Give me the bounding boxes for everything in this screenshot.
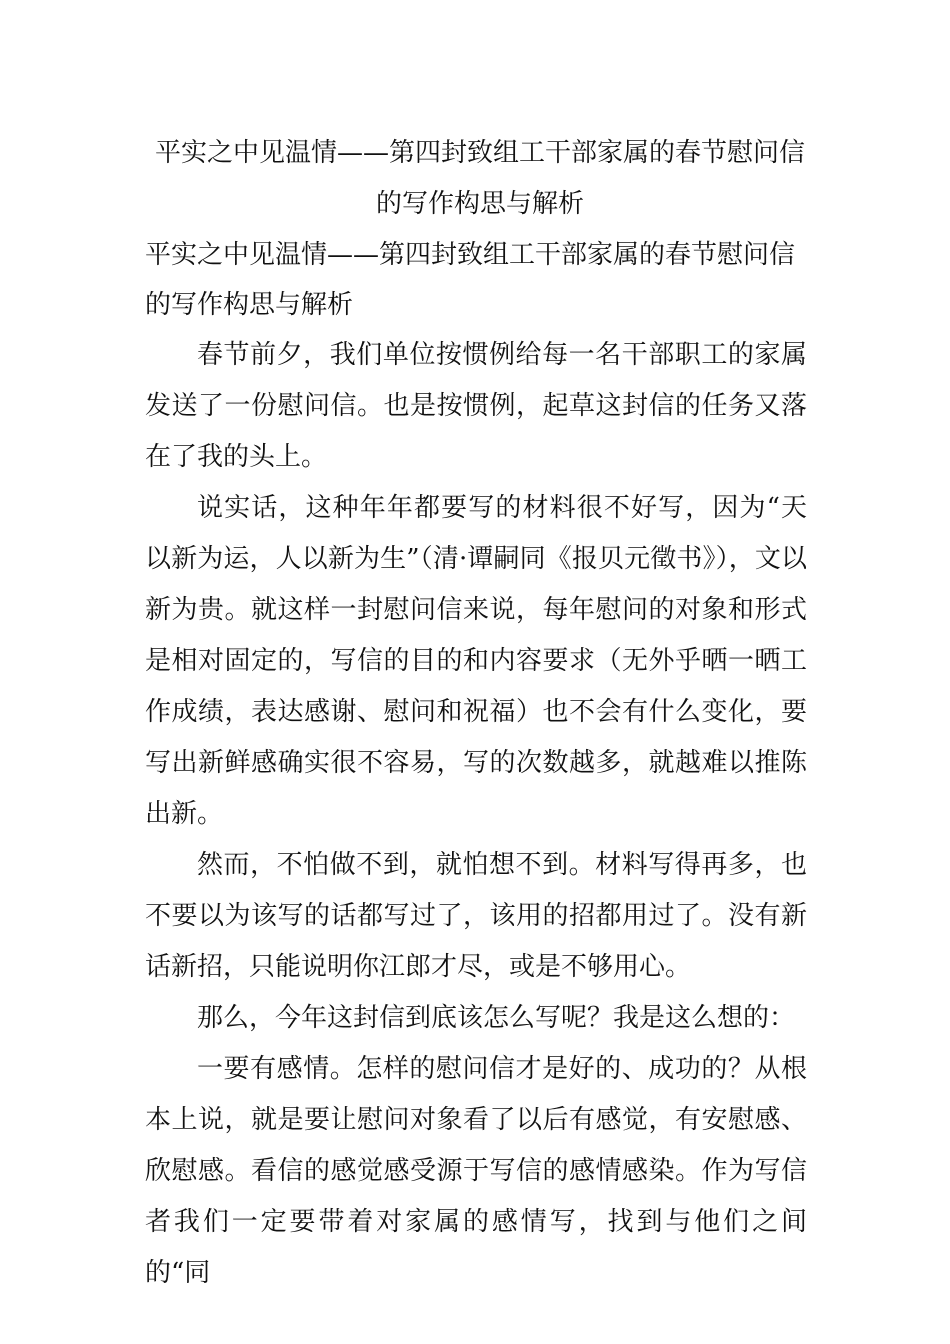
document-title: 平实之中见温情——第四封致组工干部家属的春节慰问信的写作构思与解析 (154, 138, 805, 219)
paragraph-5: 一要有感情。怎样的慰问信才是好的、成功的？从根本上说，就是要让慰问对象看了以后有感觉，有安慰感、欣慰感。看信的感觉感受源于写信的感情感染。作为写信者我们一定要带着对家属的感情写，找到与他们之间的“同 (145, 1054, 807, 1288)
paragraph-3: 然而，不怕做不到，就怕想不到。材料写得再多，也不要以为该写的话都写过了，该用的招都用过了。没有新话新招，只能说明你江郎才尽，或是不够用心。 (145, 850, 807, 982)
paragraph-2: 说实话，这种年年都要写的材料很不好写，因为“天以新为运，人以新为生”（清·谭嗣同《报贝元徵书》），文以新为贵。就这样一封慰问信来说，每年慰问的对象和形式是相对固定的，写信的目的和内容要求（无外乎晒一晒工作成绩，表达感谢、慰问和祝福）也不会有什么变化，要写出新鲜感确实很不容易，写的次数越多，就越难以推陈出新。 (145, 493, 807, 829)
document-page (145, 128, 807, 1299)
document-subtitle: 平实之中见温情——第四封致组工干部家属的春节慰问信的写作构思与解析 (145, 240, 796, 320)
paragraph-4: 那么，今年这封信到底该怎么写呢？我是这么想的： (197, 1003, 796, 1033)
paragraph-1: 春节前夕，我们单位按惯例给每一名干部职工的家属发送了一份慰问信。也是按惯例，起草这封信的任务又落在了我的头上。 (145, 340, 807, 472)
